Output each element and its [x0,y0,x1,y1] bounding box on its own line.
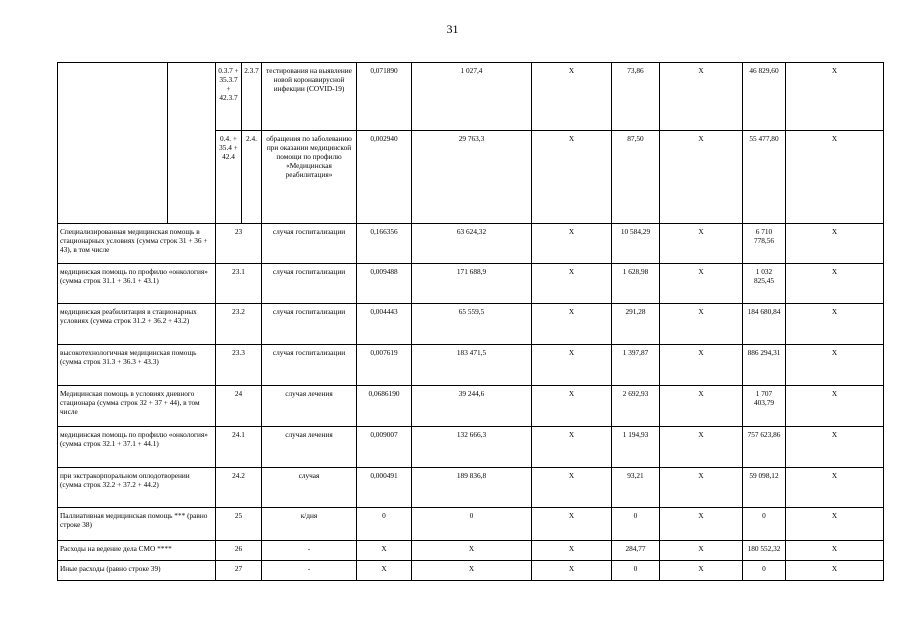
line-number-cell: 23.1 [216,264,262,304]
value-cell: 1 397,87 [612,345,660,386]
value-cell: 0,007619 [357,345,412,386]
line-number-cell: 23 [216,224,262,264]
value-cell: 132 666,3 [412,427,532,468]
unit-cell: случая госпитализации [262,264,357,304]
page-number: 31 [446,22,459,36]
value-cell: 189 836,8 [412,468,532,508]
sub-code-cell: 0.3.7 + 35.3.7 + 42.3.7 [216,63,242,131]
value-cell: X [412,541,532,561]
value-cell: X [532,541,612,561]
value-cell: 73,86 [612,63,660,131]
unit-cell: случая [262,468,357,508]
empty-cell [168,63,216,224]
value-cell: X [786,224,884,264]
value-cell: X [660,427,743,468]
value-cell: 1 194,93 [612,427,660,468]
table-row [58,541,884,561]
row-name-cell: Паллиативная медицинская помощь *** (равно строке 38) [58,508,216,541]
value-cell: 1 707 403,79 [743,386,786,427]
unit-cell: - [262,541,357,561]
value-cell: X [786,508,884,541]
value-cell: 2 692,93 [612,386,660,427]
unit-cell: случая лечения [262,427,357,468]
value-cell: X [660,508,743,541]
row-name-cell: Иные расходы (равно строке 39) [58,561,216,581]
row-name-cell: Специализированная медицинская помощь в стационарных условиях (сумма строк 31 + 36 + 43), в том числе [58,224,216,264]
value-cell: 0 [612,561,660,581]
value-cell: 0 [743,561,786,581]
table-row [58,224,884,264]
value-cell: X [786,427,884,468]
value-cell: X [660,345,743,386]
value-cell: X [660,304,743,345]
value-cell: 1 032 825,45 [743,264,786,304]
value-cell: 291,28 [612,304,660,345]
value-cell: 6 710 778,56 [743,224,786,264]
value-cell: X [532,264,612,304]
value-cell: 29 763,3 [412,131,532,224]
value-cell: X [532,427,612,468]
value-cell: 1 027,4 [412,63,532,131]
unit-cell: - [262,561,357,581]
value-cell: 0,071890 [357,63,412,131]
value-cell: X [660,63,743,131]
value-cell: 171 688,9 [412,264,532,304]
value-cell: 46 829,60 [743,63,786,131]
table-row [58,264,884,304]
value-cell: 0 [743,508,786,541]
value-cell: 10 584,29 [612,224,660,264]
value-cell: X [532,561,612,581]
value-cell: X [532,131,612,224]
unit-cell: случая госпитализации [262,224,357,264]
value-cell: 183 471,5 [412,345,532,386]
table-row [58,386,884,427]
unit-cell: к/дня [262,508,357,541]
value-cell: 886 294,31 [743,345,786,386]
row-name-cell: при экстракорпоральном оплодотворении (сумма строк 32.2 + 37.2 + 44.2) [58,468,216,508]
unit-cell: тестирования на выявление новой коронавирусной инфекции (COVID-19) [262,63,357,131]
financing-table [57,62,884,581]
value-cell: X [532,345,612,386]
value-cell: X [786,264,884,304]
value-cell: 0,004443 [357,304,412,345]
table-row [58,561,884,581]
value-cell: 0 [357,508,412,541]
value-cell: X [660,541,743,561]
value-cell: X [786,345,884,386]
line-number-cell: 24.1 [216,427,262,468]
empty-cell [58,63,168,224]
value-cell: X [532,468,612,508]
table-row [58,468,884,508]
value-cell: 55 477,80 [743,131,786,224]
table-row [58,304,884,345]
value-cell: X [660,561,743,581]
value-cell: X [786,131,884,224]
row-name-cell: медицинская помощь по профилю «онкология» (сумма строк 32.1 + 37.1 + 44.1) [58,427,216,468]
value-cell: 0,009007 [357,427,412,468]
value-cell: X [532,304,612,345]
line-number-cell: 23.2 [216,304,262,345]
unit-cell: случая госпитализации [262,345,357,386]
value-cell: 0,000491 [357,468,412,508]
value-cell: X [357,561,412,581]
unit-cell: случая лечения [262,386,357,427]
value-cell: X [660,264,743,304]
value-cell: X [660,468,743,508]
table-row [58,63,884,131]
value-cell: 87,50 [612,131,660,224]
line-number-cell: 27 [216,561,262,581]
value-cell: 0,002940 [357,131,412,224]
row-name-cell: Медицинская помощь в условиях дневного стационара (сумма строк 32 + 37 + 44), в том числе [58,386,216,427]
table-row [58,427,884,468]
value-cell: X [660,131,743,224]
value-cell: X [412,561,532,581]
sub-code-cell: 0.4. + 35.4 + 42.4 [216,131,242,224]
row-name-cell: Расходы на ведение дела СМО **** [58,541,216,561]
value-cell: 0,0686190 [357,386,412,427]
line-number-cell: 2.3.7 [242,63,262,131]
value-cell: X [357,541,412,561]
value-cell: X [532,224,612,264]
value-cell: 1 628,98 [612,264,660,304]
value-cell: X [786,561,884,581]
line-number-cell: 24 [216,386,262,427]
value-cell: 65 559,5 [412,304,532,345]
line-number-cell: 24.2 [216,468,262,508]
value-cell: 0,009488 [357,264,412,304]
value-cell: 0 [412,508,532,541]
value-cell: X [786,541,884,561]
value-cell: X [660,386,743,427]
value-cell: X [532,63,612,131]
value-cell: X [786,386,884,427]
value-cell: 0,166356 [357,224,412,264]
line-number-cell: 2.4. [242,131,262,224]
value-cell: 63 624,32 [412,224,532,264]
table-row [58,345,884,386]
line-number-cell: 25 [216,508,262,541]
value-cell: X [786,63,884,131]
value-cell: 757 623,86 [743,427,786,468]
value-cell: X [532,386,612,427]
value-cell: X [532,508,612,541]
value-cell: 0 [612,508,660,541]
value-cell: 184 680,84 [743,304,786,345]
value-cell: 180 552,32 [743,541,786,561]
value-cell: 93,21 [612,468,660,508]
unit-cell: обращения по заболеванию при оказании медицинской помощи по профилю «Медицинская реабилитация» [262,131,357,224]
line-number-cell: 23.3 [216,345,262,386]
row-name-cell: медицинская помощь по профилю «онкология» (сумма строк 31.1 + 36.1 + 43.1) [58,264,216,304]
line-number-cell: 26 [216,541,262,561]
value-cell: 39 244,6 [412,386,532,427]
row-name-cell: высокотехнологичная медицинская помощь (сумма строк 31.3 + 36.3 + 43.3) [58,345,216,386]
value-cell: X [660,224,743,264]
value-cell: X [786,304,884,345]
table-row [58,508,884,541]
value-cell: 59 098,12 [743,468,786,508]
unit-cell: случая госпитализации [262,304,357,345]
row-name-cell: медицинская реабилитация в стационарных условиях (сумма строк 31.2 + 36.2 + 43.2) [58,304,216,345]
value-cell: 284,77 [612,541,660,561]
value-cell: X [786,468,884,508]
